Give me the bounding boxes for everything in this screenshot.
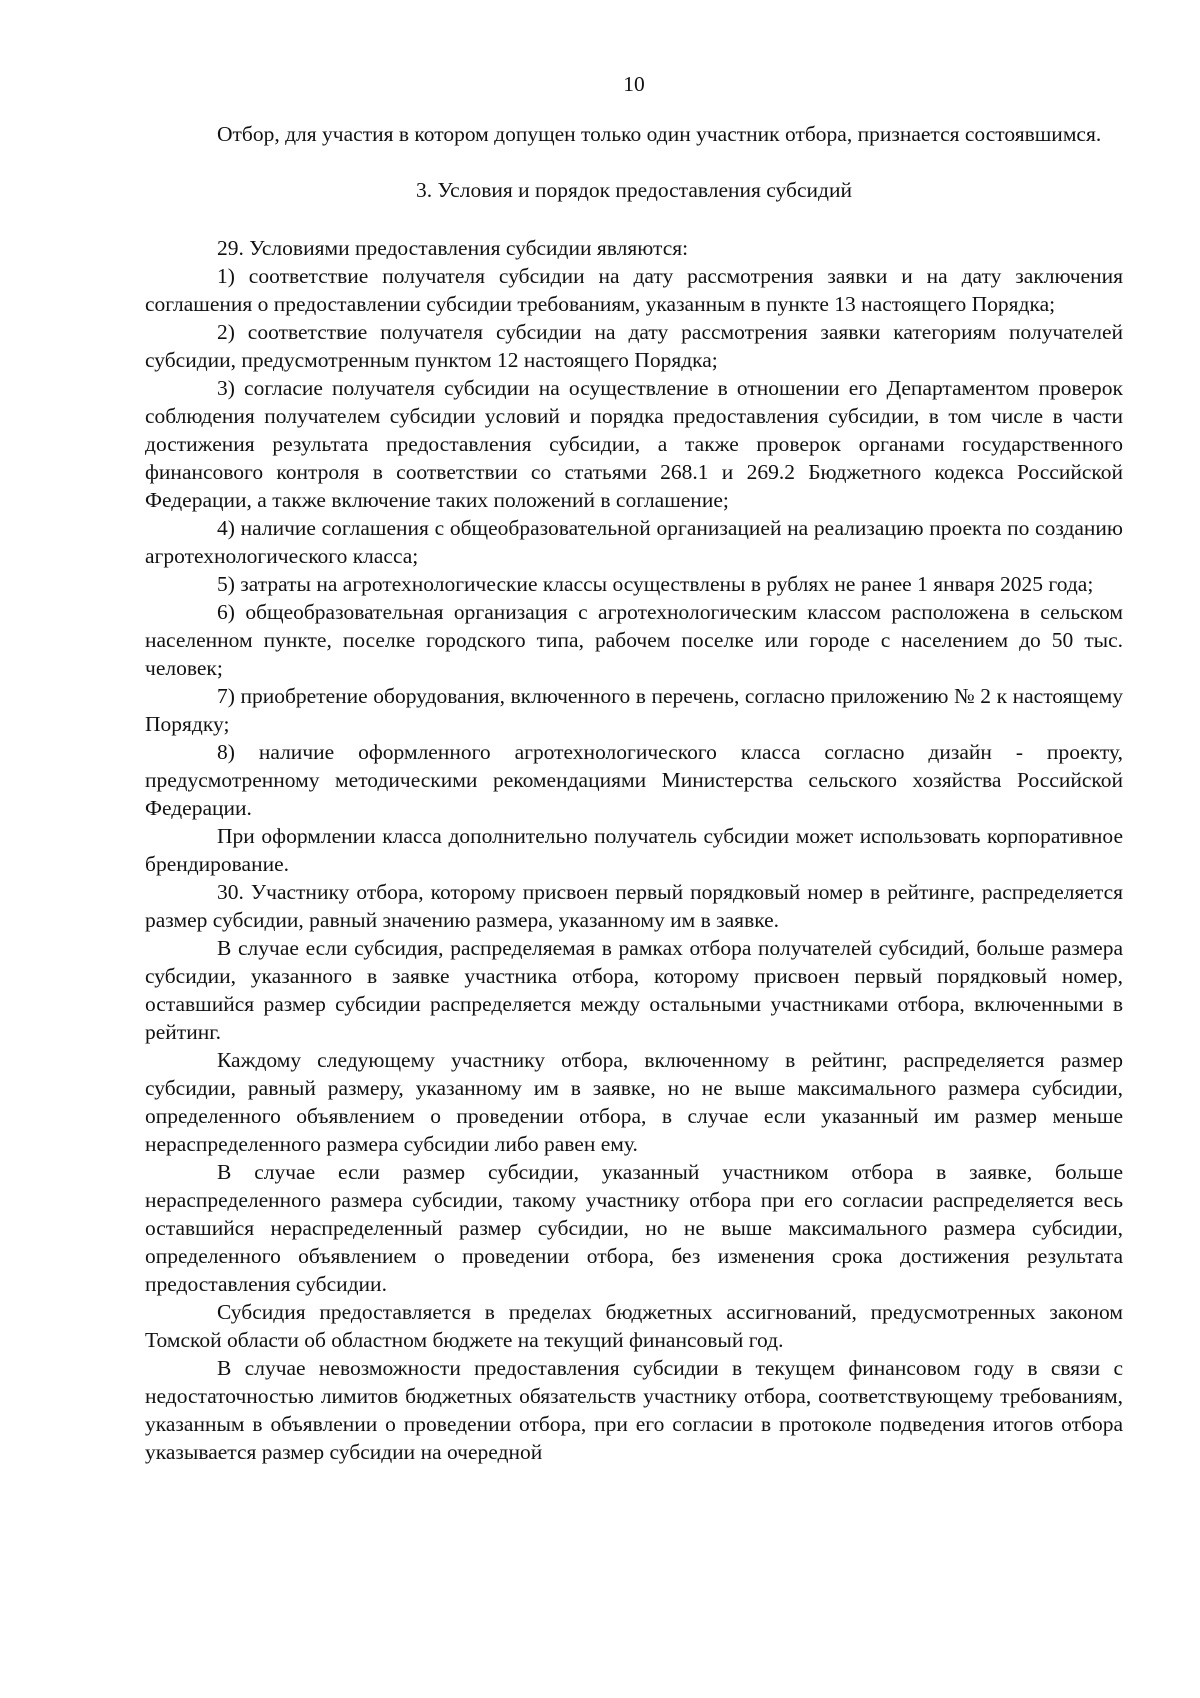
body-paragraph: Субсидия предоставляется в пределах бюджетных ассигнований, предусмотренных законом Томской области об областном бюджете на текущий финансовый год. (145, 1300, 1123, 1352)
condition-6: 6) общеобразовательная организация с агротехнологическим классом расположена в сельском населенном пункте, поселке городского типа, рабочем поселке или городе с населением до 50 тыс. человек; (145, 600, 1123, 680)
section-title: 3. Условия и порядок предоставления субсидий (416, 178, 852, 202)
body-paragraph: В случае если размер субсидии, указанный участником отбора в заявке, больше нераспределенного размера субсидии, такому участнику отбора при его согласии распределяется весь оставшийся нераспределенный размер субсидии, но не выше максимального размера субсидии, определенного объявлением о проведении отбора, без изменения срока достижения результата предоставления субсидии. (145, 1160, 1123, 1296)
clause-29: 29. Условиями предоставления субсидии являются: (217, 236, 689, 260)
condition-7: 7) приобретение оборудования, включенного в перечень, согласно приложению № 2 к настоящему Порядку; (145, 684, 1123, 736)
intro-paragraph: Отбор, для участия в котором допущен только один участник отбора, признается состоявшимся. (217, 122, 1102, 146)
condition-8: 8) наличие оформленного агротехнологического класса согласно дизайн - проекту, предусмотренному методическими рекомендациями Министерства сельского хозяйства Российской Федерации. (145, 740, 1123, 820)
condition-3: 3) согласие получателя субсидии на осуществление в отношении его Департаментом проверок соблюдения получателем субсидии условий и порядка предоставления субсидии, в том числе в части достижения результата предоставления субсидии, а также проверок органами государственного финансового контроля в соответствии со статьями 268.1 и 269.2 Бюджетного кодекса Российской Федерации, а также включение таких положений в соглашение; (145, 376, 1123, 512)
branding-paragraph: При оформлении класса дополнительно получатель субсидии может использовать корпоративное брендирование. (145, 824, 1123, 876)
clause-30: 30. Участнику отбора, которому присвоен первый порядковый номер в рейтинге, распределяется размер субсидии, равный значению размера, указанному им в заявке. (145, 880, 1123, 932)
body-paragraph: Каждому следующему участнику отбора, включенному в рейтинг, распределяется размер субсидии, равный размеру, указанному им в заявке, но не выше максимального размера субсидии, определенного объявлением о проведении отбора, в случае если указанный им размер меньше нераспределенного размера субсидии либо равен ему. (145, 1048, 1123, 1156)
condition-5: 5) затраты на агротехнологические классы осуществлены в рублях не ранее 1 января 2025 года; (217, 572, 1094, 596)
body-paragraph: В случае если субсидия, распределяемая в рамках отбора получателей субсидий, больше размера субсидии, указанного в заявке участника отбора, которому присвоен первый порядковый номер, оставшийся размер субсидии распределяется между остальными участниками отбора, включенными в рейтинг. (145, 936, 1123, 1044)
condition-4: 4) наличие соглашения с общеобразовательной организацией на реализацию проекта по созданию агротехнологического класса; (145, 516, 1123, 568)
page-number: 10 (623, 72, 645, 96)
document-page (145, 70, 1123, 1466)
condition-2: 2) соответствие получателя субсидии на дату рассмотрения заявки категориям получателей субсидии, предусмотренным пунктом 12 настоящего Порядка; (145, 320, 1123, 372)
condition-1: 1) соответствие получателя субсидии на дату рассмотрения заявки и на дату заключения соглашения о предоставлении субсидии требованиям, указанным в пункте 13 настоящего Порядка; (145, 264, 1123, 316)
body-paragraph: В случае невозможности предоставления субсидии в текущем финансовом году в связи с недостаточностью лимитов бюджетных обязательств участнику отбора, соответствующему требованиям, указанным в объявлении о проведении отбора, при его согласии в протоколе подведения итогов отбора указывается размер субсидии на очередной (145, 1356, 1123, 1464)
